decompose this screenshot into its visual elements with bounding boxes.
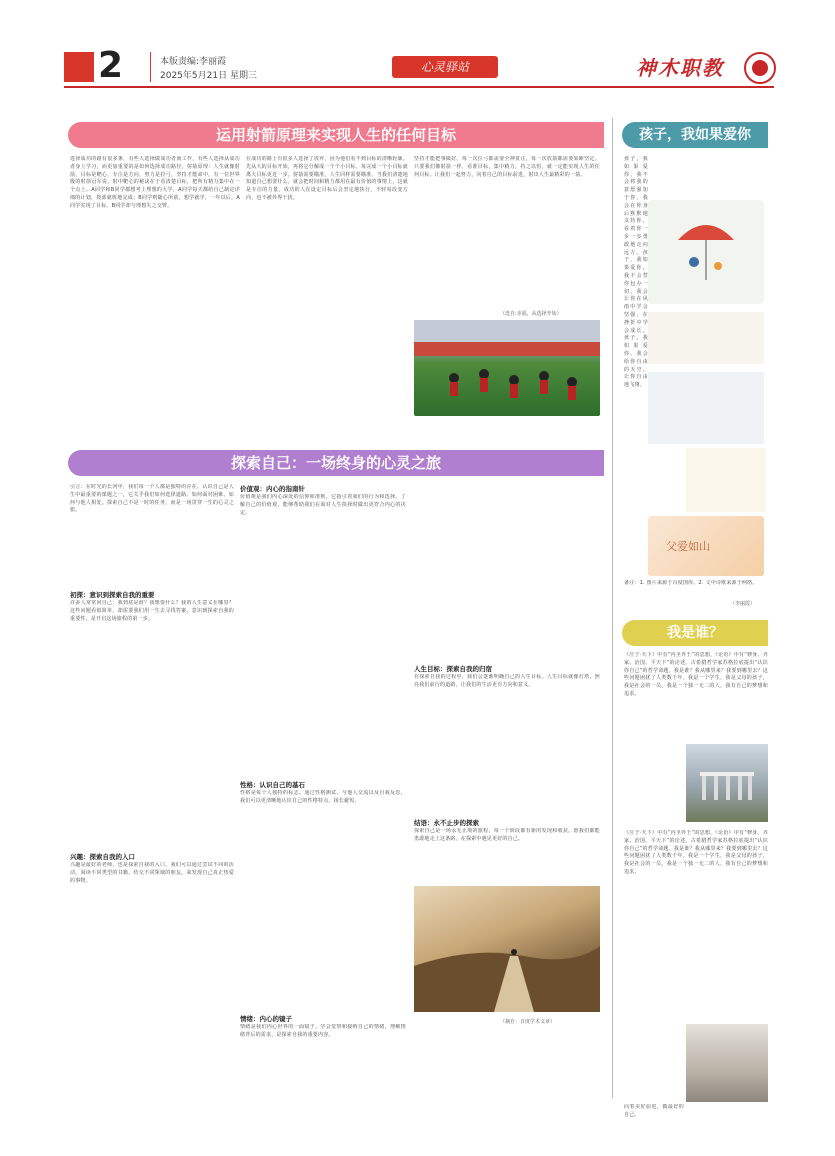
editor-credit: 本版责编:李丽霞: [160, 57, 227, 67]
article-2-quote: （摘自：百度学术文章）: [500, 1019, 556, 1025]
section-heading-1: 初探：意识到探索自我的重要: [70, 591, 155, 599]
article-1-quote: （选自:幸福，从选择开始）: [500, 311, 562, 317]
parent-child-illustration: [648, 372, 764, 444]
section-heading-6: 人生目标：探索自我的归宿: [414, 665, 492, 673]
article-1-body-col3: 坚持才能把事做好。每一次拉弓都需要全神贯注，每一次放箭都需要果断坚定。只要我们像射箭一样，看准目标，集中精力，持之以恒，就一定能实现人生的任何目标。让我们一起努力，向着自己的目标前进，射出人生最精彩的一箭。: [414, 156, 600, 178]
section-body-3: 价值观是我们内心深处的信仰和准则，它指引着我们的行为和选择。了解自己的价值观，能够帮助我们在面对人生抉择时做出更符合内心的决定。: [240, 494, 406, 516]
issue-date: 2025年5月21日 星期三: [160, 71, 257, 81]
section-heading-7: 结语：永不止步的探索: [414, 819, 479, 827]
section-body-4: 性格是每个人独特的标志。通过性格测试、与他人交流以及自我反思，我们可以更清晰地认识自己的性格特点，扬长避短。: [240, 790, 406, 804]
logo-icon-center: [752, 60, 768, 76]
page-number: 2: [98, 45, 124, 86]
paper-name: 神木职教: [636, 56, 724, 80]
article-2-title: 探索自己：一场终身的心灵之旅: [230, 454, 441, 472]
family-umbrella-illustration: [648, 200, 764, 304]
column-separator: [612, 118, 613, 1098]
path-photo-shapes: [414, 886, 600, 1012]
soccer-photo-figures: [414, 320, 600, 416]
header-rule: [64, 86, 774, 88]
article-1-title: 运用射箭原理来实现人生的任何目标: [215, 126, 456, 144]
header-divider: [150, 52, 151, 82]
path-illustration-photo: [414, 886, 600, 1012]
article-2-title-banner: [68, 450, 604, 476]
article-1-title-banner: [68, 122, 604, 148]
section-body-7: 探索自己是一场永无止境的旅程，每一个阶段都有新的发现和收获。愿我们都能勇敢地走上这条路，在探索中遇见更好的自己。: [414, 828, 600, 842]
article-2-lead: 引言：在时光的长河中，我们每一个人都是独特的存在。认识自己是人生中最重要的课题之一，它关乎我们如何选择道路、如何面对困难、如何与他人相处。探索自己不是一时的任务，而是一场贯穿一生的心灵之旅。: [70, 484, 234, 514]
sidebar-1-notes: 备注：1. 图片来源于百度图库。2. 文中诗歌来源于网络。: [624, 580, 758, 586]
sidebar-2-body: 《庄子·天下》中有“内圣外王”的思想，《论语》中有“修身、齐家、治国、平天下”的论述。古希腊哲学家苏格拉底提出“认识你自己”的哲学命题。我是谁？我从哪里来？我要到哪里去？这些问题困扰了人类数千年。我是一个学生，我是父母的孩子，我是社会的一员。我是一个独一无二的人，我有自己的梦想和追求。: [624, 652, 768, 697]
father-love-illustration: [648, 516, 764, 576]
section-body-1: 许多人常常问自己：我到底是谁？我想要什么？我的人生意义在哪里？这些问题看似简单，却需要我们用一生去寻找答案。意识到探索自我的重要性，是开启这场旅程的第一步。: [70, 600, 234, 622]
kite-family-illustration: [648, 312, 764, 364]
section-heading-2: 兴趣：探索自我的入口: [70, 853, 135, 861]
section-heading-3: 价值观：内心的指南针: [240, 485, 305, 493]
illustration-caption: 父爱如山: [666, 540, 710, 553]
walking-family-illustration: [686, 448, 766, 512]
sidebar-2-title: 我是谁？: [667, 625, 723, 641]
soccer-training-photo: [414, 320, 600, 416]
sidebar-1-body: 孩子，我如果爱你，我不会将我的意愿强加于你，我会在你身后默默地支持你，看着你一步一步勇敢地走向远方。孩子，我如果爱你，我不会替你包办一切，我会让你在风雨中学会坚强，在挫折中学会成长。孩子，我如果爱你，我会给你自由的天空，让你自由地飞翔。: [624, 156, 648, 389]
section-body-2: 兴趣是最好的老师，也是探索自我的入口。我们可以通过尝试不同的活动、阅读不同类型的书籍、结交不同领域的朋友，来发现自己真正热爱的事物。: [70, 862, 234, 884]
sidebar-2-continued: 《庄子·天下》中有“内圣外王”的思想，《论语》中有“修身、齐家、治国、平天下”的论述。古希腊哲学家苏格拉底提出“认识你自己”的哲学命题。我是谁？我从哪里来？我要到哪里去？这些问题困扰了人类数千年。我是一个学生，我是父母的孩子，我是社会的一员。我是一个独一无二的人，我有自己的梦想和追求。: [624, 830, 768, 875]
sidebar-2-closing: 向着美好前进，做最好的自己。: [624, 1104, 684, 1118]
sidebar-1-title: 孩子，我如果爱你: [639, 127, 751, 143]
sidebar-1-author: （李丽霞）: [730, 601, 756, 607]
section-body-6: 在探索自我的过程中，我们会逐渐明确自己的人生目标。人生目标就像灯塔，照亮我们前行的道路，让我们的生活更有方向和意义。: [414, 674, 600, 688]
ancient-temple-photo: [686, 744, 768, 822]
thinker-statue-photo: [686, 1024, 768, 1102]
header-red-block: [64, 52, 94, 82]
umbrella-icon: [648, 200, 764, 304]
temple-columns-icon: [686, 744, 768, 822]
section-body-5: 情绪是我们内心世界的一面镜子。学会觉察和接纳自己的情绪，理解情绪背后的需求，是探索自我的重要内容。: [240, 1024, 406, 1038]
article-1-body-col2: 在成功的路上有很多人选择了放弃，因为他们看不到目标的清晰轮廓。先从大的目标开始，再将它分解成一个个小目标，每完成一个小目标就离大目标更近一步。射箭需要瞄准，人生同样需要瞄准。当我们清楚地知道自己想要什么，就会把时间和精力都用在最有价值的事情上，这就是专注的力量。成功的人在设定目标后会坚定地执行，不轻易改变方向，也不被外界干扰。: [246, 156, 408, 201]
sidebar-2-title-banner: [622, 620, 768, 646]
section-heading-4: 性格：认识自己的基石: [240, 781, 305, 789]
article-1-body-col1: 选择成功的路有很多条，有些人选择做成功者而工作，有些人选择从成功者身上学习，而更加重要的是如何选择成功路径。射箭原理：人生就像射箭，目标是靶心，专注是方向，努力是拉弓，坚持才能命中。有一位世界级的射箭冠军说，射中靶心的秘诀在于看清楚目标，把所有精力集中在一个点上。A同学和B同学都想考上理想的大学，A同学每天都给自己制定详细的计划，按部就班地完成；B同学则随心所欲，想学就学。一年以后，A同学实现了目标，B同学却与理想失之交臂。: [70, 156, 240, 209]
section-heading-5: 情绪：内心的镜子: [240, 1015, 292, 1023]
sidebar-1-title-banner: [622, 122, 768, 148]
column-name: 心灵驿站: [392, 56, 498, 78]
